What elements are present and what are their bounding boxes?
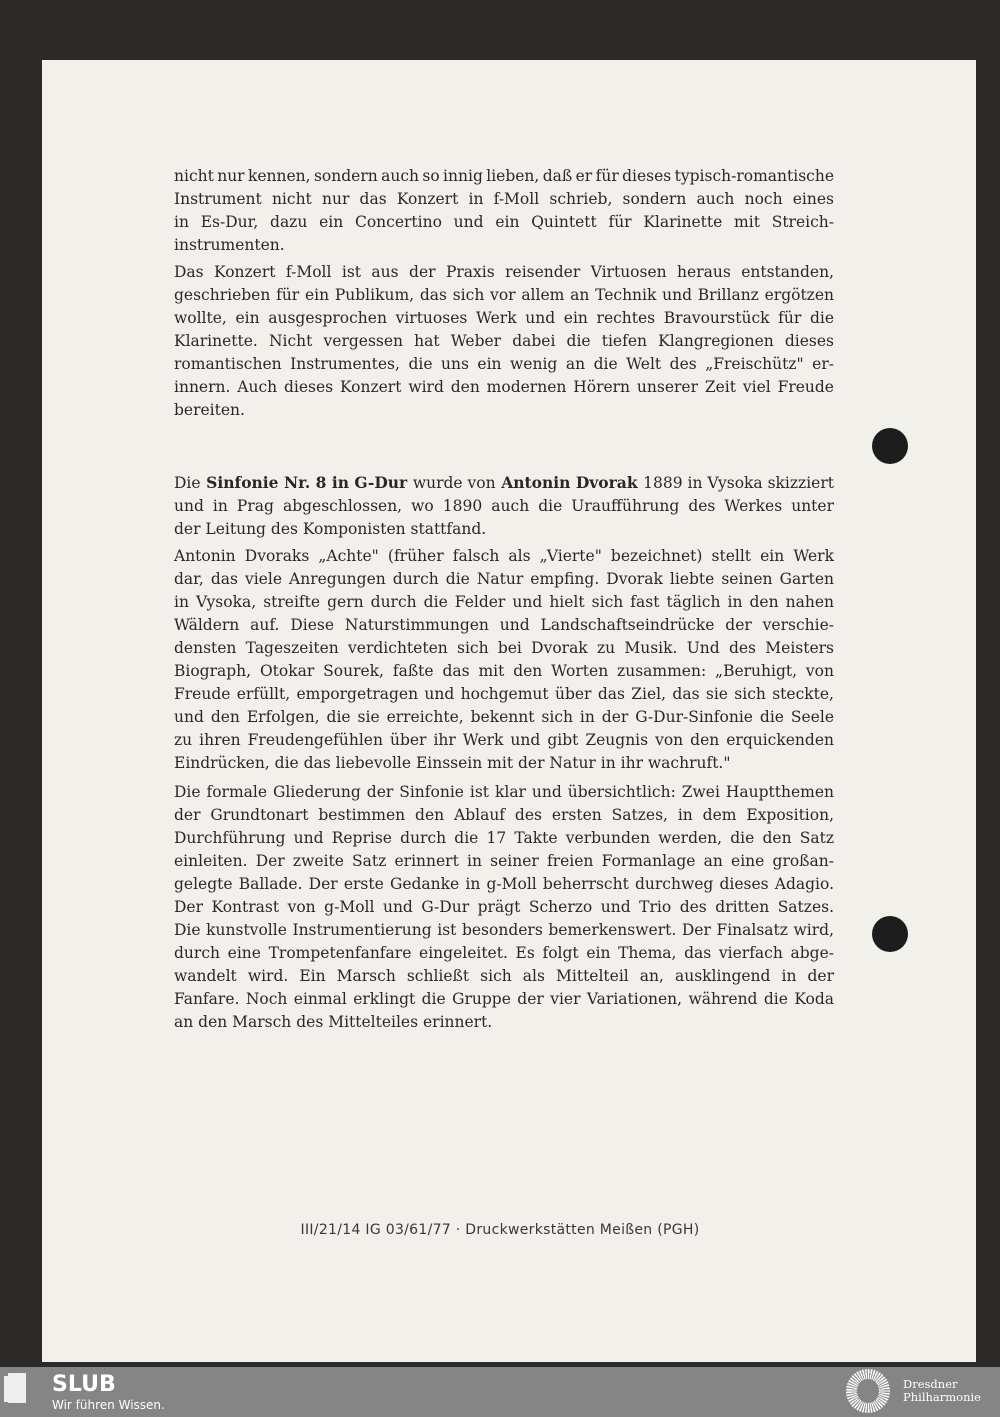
footer-bar <box>0 1367 1000 1417</box>
composer-name: Antonin Dvorak <box>501 473 638 492</box>
text: wurde von <box>407 474 501 492</box>
slub-tagline: Wir führen Wissen. <box>52 1398 165 1412</box>
text-line: instrumenten. <box>174 236 285 254</box>
text-line: Instrument nicht nur das Konzert in f-Moll schrieb, sondern auch noch eines <box>174 190 834 208</box>
text-line: Wäldern auf. Diese Naturstimmungen und Landschaftseindrücke der verschie- <box>174 616 834 634</box>
text-line: Freude erfüllt, emporgetragen und hochgemut über das Ziel, das sie sich steckte, <box>174 685 834 703</box>
text-line: Der Kontrast von g-Moll und G-Dur prägt Scherzo und Trio des dritten Satzes. <box>174 898 834 916</box>
text: Die <box>174 474 206 492</box>
text-line: romantischen Instrumentes, die uns ein wenig an die Welt des „Freischütz" er- <box>174 355 834 373</box>
punch-hole <box>872 916 908 952</box>
text-line: nicht nur kennen, sondern auch so innig lieben, daß er für dieses typisch-romantische <box>174 167 834 185</box>
text-line: Das Konzert f-Moll ist aus der Praxis reisender Virtuosen heraus entstanden, <box>174 263 834 281</box>
text-line: Die formale Gliederung der Sinfonie ist klar und übersichtlich: Zwei Hauptthemen <box>174 783 834 801</box>
text-line: dar, das viele Anregungen durch die Natur empfing. Dvorak liebte seinen Garten <box>174 570 834 588</box>
text: Philharmonie <box>903 1390 981 1404</box>
text: Dresdner <box>903 1377 958 1391</box>
text-line: an den Marsch des Mittelteiles erinnert. <box>174 1013 493 1031</box>
text-line: Die kunstvolle Instrumentierung ist besonders bemerkenswert. Der Finalsatz wird, <box>174 921 834 939</box>
text-line: Biograph, Otokar Sourek, faßte das mit den Worten zusammen: „Beruhigt, von <box>174 662 834 680</box>
text-line: gelegte Ballade. Der erste Gedanke in g-Moll beherrscht durchweg dieses Adagio. <box>174 875 834 893</box>
text-line: Eindrücken, die das liebevolle Einssein mit der Natur in ihr wachruft." <box>174 754 731 772</box>
slub-book-icon <box>8 1373 26 1403</box>
text-line: Klarinette. Nicht vergessen hat Weber dabei die tiefen Klangregionen dieses <box>174 332 834 350</box>
text-line: in Vysoka, streifte gern durch die Felder und hielt sich fast täglich in den nahen <box>174 593 834 611</box>
text-line: und den Erfolgen, die sie erreichte, bekennt sich in der G-Dur-Sinfonie die Seele <box>174 708 834 726</box>
text-line: bereiten. <box>174 401 245 419</box>
text-line: und in Prag abgeschlossen, wo 1890 auch die Uraufführung des Werkes unter <box>174 497 834 515</box>
philharmonie-logo-text[interactable] <box>903 1378 981 1404</box>
text-line: wollte, ein ausgesprochen virtuoses Werk und ein rechtes Bravourstück für die <box>174 309 834 327</box>
punch-hole <box>872 428 908 464</box>
text: 1889 in Vysoka skizziert <box>638 474 834 492</box>
text-line: durch eine Trompetenfanfare eingeleitet. Es folgt ein Thema, das vierfach abge- <box>174 944 834 962</box>
text-line: einleiten. Der zweite Satz erinnert in seiner freien Formanlage an eine großan- <box>174 852 834 870</box>
philharmonie-logo-icon <box>846 1369 890 1413</box>
text-line: Fanfare. Noch einmal erklingt die Gruppe der vier Variationen, während die Koda <box>174 990 834 1008</box>
text-line: wandelt wird. Ein Marsch schließt sich als Mittelteil an, ausklingend in der <box>174 967 834 985</box>
text-line: innern. Auch dieses Konzert wird den modernen Hörern unserer Zeit viel Freude <box>174 378 834 396</box>
work-title: Sinfonie Nr. 8 in G-Dur <box>206 473 408 492</box>
text-line: Antonin Dvoraks „Achte" (früher falsch als „Vierte" bezeichnet) stellt ein Werk <box>174 547 834 565</box>
slub-logo[interactable]: SLUB <box>52 1372 116 1397</box>
text-line: der Grundtonart bestimmen den Ablauf des ersten Satzes, in dem Exposition, <box>174 806 834 824</box>
text-line: zu ihren Freudengefühlen über ihr Werk und gibt Zeugnis von den erquickenden <box>174 731 834 749</box>
sinfonie-intro-line <box>174 472 834 494</box>
printer-imprint: III/21/14 IG 03/61/77 · Druckwerkstätten Meißen (PGH) <box>300 1222 700 1238</box>
text-line: geschrieben für ein Publikum, das sich vor allem an Technik und Brillanz ergötzen <box>174 286 834 304</box>
text-line: densten Tageszeiten verdichteten sich bei Dvorak zu Musik. Und des Meisters <box>174 639 834 657</box>
text-line: in Es-Dur, dazu ein Concertino und ein Quintett für Klarinette mit Streich- <box>174 213 834 231</box>
text-line: Durchführung und Reprise durch die 17 Takte verbunden werden, die den Satz <box>174 829 834 847</box>
text-line: der Leitung des Komponisten stattfand. <box>174 520 487 538</box>
